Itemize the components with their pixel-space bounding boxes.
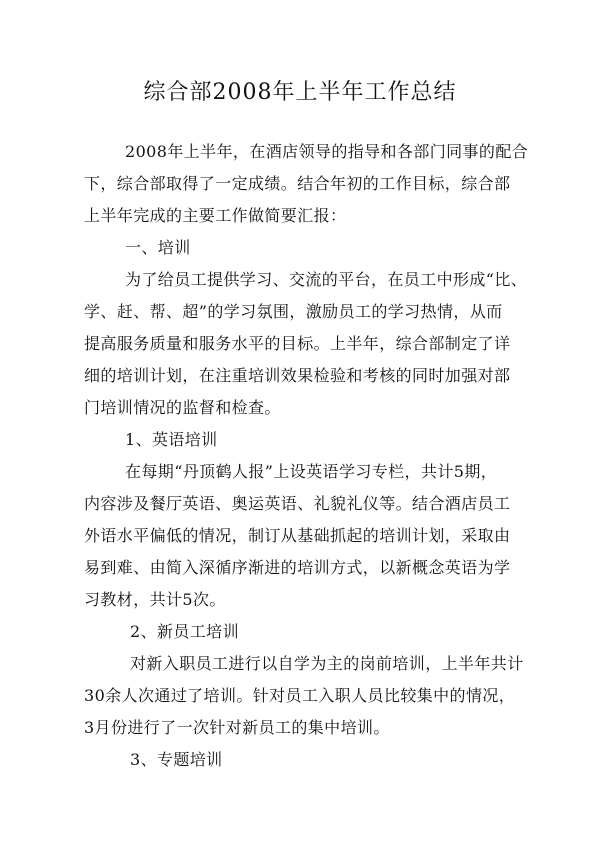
sub1-line-5: 习教材，共计5次。 (84, 590, 226, 609)
intro-line-2: 下，综合部取得了一定成绩。结合年初的工作目标，综合部 (84, 174, 511, 193)
sub1-line-4: 易到难、由简入深循序渐进的培训方式，以新概念英语为学 (84, 558, 511, 577)
intro-line-1: 2008年上半年，在酒店领导的指导和各部门同事的配合 (125, 142, 529, 161)
sub2-line-2: 30余人次通过了培训。针对员工入职人员比较集中的情况， (84, 686, 516, 705)
sub1-line-2: 内容涉及餐厅英语、奥运英语、礼貌礼仪等。结合酒店员工 (84, 494, 511, 513)
section1-line-1: 为了给员工提供学习、交流的平台，在员工中形成“比、 (125, 270, 528, 289)
section1-line-5: 门培训情况的监督和检查。 (84, 398, 281, 417)
section-heading-training: 一、培训 (125, 238, 191, 257)
sub2-line-1: 对新入职员工进行以自学为主的岗前培训，上半年共计 (130, 654, 524, 673)
section1-line-3: 提高服务质量和服务水平的目标。上半年，综合部制定了详 (84, 334, 511, 353)
subheading-topic-training: 3、专题培训 (130, 750, 223, 769)
subheading-english-training: 1、英语培训 (125, 430, 218, 449)
intro-line-3: 上半年完成的主要工作做简要汇报： (84, 206, 347, 225)
subheading-new-staff-training: 2、新员工培训 (130, 622, 239, 641)
section1-line-2: 学、赶、帮、超”的学习氛围，激励员工的学习热情，从而 (84, 302, 503, 321)
document-title: 综合部2008年上半年工作总结 (143, 80, 457, 105)
sub1-line-1: 在每期“丹顶鹤人报”上设英语学习专栏，共计5期， (125, 462, 498, 481)
sub2-line-3: 3月份进行了一次针对新员工的集中培训。 (84, 718, 390, 737)
sub1-line-3: 外语水平偏低的情况，制订从基础抓起的培训计划，采取由 (84, 526, 511, 545)
section1-line-4: 细的培训计划，在注重培训效果检验和考核的同时加强对部 (84, 366, 511, 385)
